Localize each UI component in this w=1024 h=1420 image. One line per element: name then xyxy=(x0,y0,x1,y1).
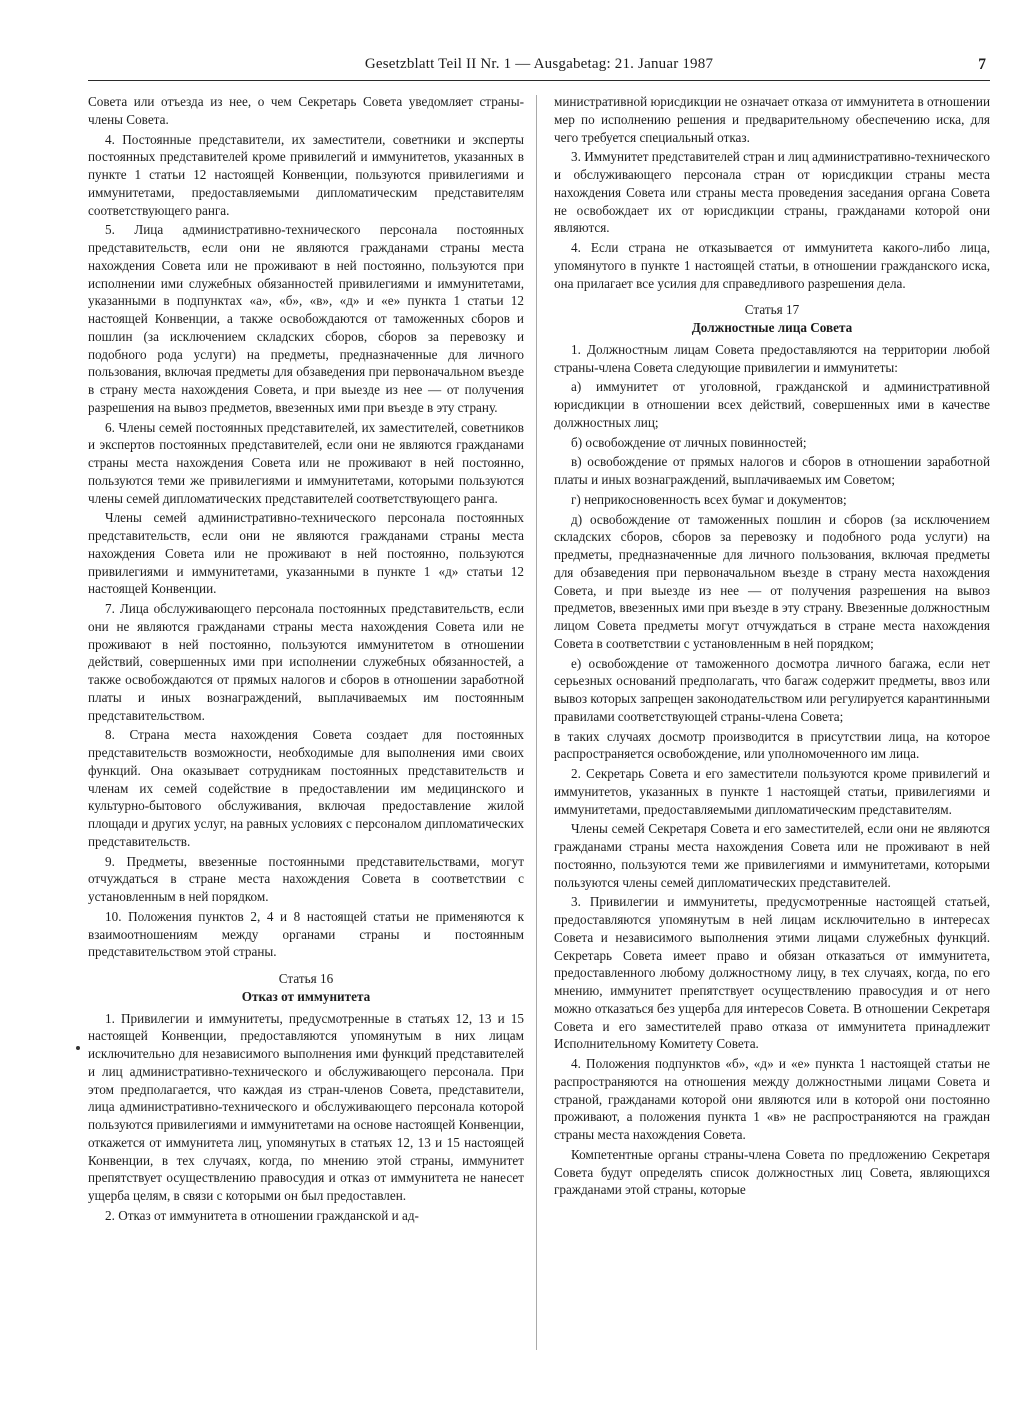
paragraph: 3. Иммунитет представителей стран и лиц административно-технического и обслуживающего персонала стран от юрисдикции страны места нахождения Совета или страны места проведения заседания органа Совета не освобождает их от юрисдикции страны, гражданами которой они являются. xyxy=(554,149,990,236)
list-item: б) освобождение от личных повинностей; xyxy=(571,434,807,450)
article-number: Статья 17 xyxy=(744,302,800,318)
paragraph: 4. Постоянные представители, их заместители, советники и эксперты постоянных представителей кроме привилегий и иммунитетов, указанных в пункте 1 статьи 12 настоящей Конвенции, пользуются привилегиями и иммунитетами, предоставляемыми дипломатическим представителям соответствующего ранга. xyxy=(88,131,524,218)
paragraph: 6. Члены семей постоянных представителей, их заместителей, советников и экспертов постоянных представителей, если они не являются гражданами страны места нахождения Совета или не проживают в ней постоянно, пользуются теми же привилегиями и иммунитетами, которыми пользуются члены семей дипломатических представителей соответствующего ранга. xyxy=(88,419,524,506)
paragraph: 9. Предметы, ввезенные постоянными представительствами, могут отчуждаться в стране места нахождения Совета в соответствии с установленным в ней порядком. xyxy=(88,853,524,904)
paragraph: 4. Если страна не отказывается от иммунитета какого-либо лица, упомянутого в пункте 1 настоящей статьи, в отношении гражданского иска, она прилагает все усилия для справедливого разрешения дела. xyxy=(554,240,990,291)
paragraph: Компетентные органы страны-члена Совета по предложению Секретаря Совета будут определять список должностных лиц Совета, являющихся гражданами этой страны, которые xyxy=(554,1146,990,1198)
page-number: 7 xyxy=(978,56,986,73)
list-item: д) освобождение от таможенных пошлин и сборов (за исключением складских сборов, сборов за перевозку и подобного рода услуги) на предметы, предназначенные для личного пользования, включая предметы для обзаведения при первоначальном въезде в страну места нахождения Совета, и при выезде из нее — от получения разрешения на вывоз предметов, ввезенных ими при въезде в эту страну. Ввезенные должностным лицом Совета предметы могут отчуждаться в стране места нахождения Совета в соответствии с установленным в ней порядком; xyxy=(554,511,990,651)
paragraph: 8. Страна места нахождения Совета создает для постоянных представительств возможности, необходимые для выполнения ими своих функций. Она оказывает сотрудникам постоянных представительств и членам их семей содействие в предоставлении им медицинского и культурно-бытового обслуживания, включая предоставление жилой площади и других услуг, на равных условиях с персоналом дипломатических представительств. xyxy=(88,727,524,849)
paragraph: 7. Лица обслуживающего персонала постоянных представительств, если они не являются гражданами страны места нахождения Совета или не проживают в ней постоянно, пользуются иммунитетом в отношении действий, совершенных ими при исполнении служебных обязанностей, а также освобождаются от прямых налогов и сборов в отношении заработной платы и иных вознаграждений, выплачиваемых им постоянным представительством. xyxy=(88,601,524,723)
running-header: Gesetzblatt Teil II Nr. 1 — Ausgabetag: 21. Januar 1987 xyxy=(364,56,714,72)
paragraph: Совета или отъезда из нее, о чем Секретарь Совета уведомляет страны-члены Совета. xyxy=(88,94,524,127)
text-columns xyxy=(88,93,990,1363)
article-title: Отказ от иммунитета xyxy=(241,988,371,1004)
paragraph: Члены семей Секретаря Совета и его заместителей, если они не являются гражданами страны места нахождения Совета или не проживают в ней постоянно, пользуются теми же привилегиями и иммунитетами, которыми пользуются члены семей дипломатических представителей. xyxy=(554,821,990,890)
paragraph: 5. Лица административно-технического персонала постоянных представительств, если они не являются гражданами страны места нахождения Совета или не проживают в ней постоянно, пользуются при исполнении ими служебных обязанностей привилегиями и иммунитетами, указанными в подпунктах «а», «б», «в», «д» и «е» пункта 1 статьи 12 настоящей Конвенции, а также освобождаются от таможенных сборов и пошлин (за исключением складских сборов, сборов за перевозку и подобного рода услуги) на предметы, предназначенные для личного пользования, включая предметы для обзаведения при первоначальном въезде в страну места нахождения Совета, и при выезде из нее — от получения разрешения на вывоз предметов, ввезенных ими при въезде в эту страну. xyxy=(88,222,524,415)
header-rule xyxy=(88,80,990,81)
article-number: Статья 16 xyxy=(278,971,334,986)
right-column xyxy=(554,93,990,1363)
paragraph: 1. Привилегии и иммунитеты, предусмотренные в статьях 12, 13 и 15 настоящей Конвенции, предоставляются упомянутым в них лицам исключительно для независимого выполнения ими функций представителей и лиц административно-технического и обслуживающего персонала. При этом предполагается, что каждая из стран-членов Совета, представители, лица административно-технического и обслуживающего персонала которой пользуются привилегиями и иммунитетами на основе настоящей Конвенции, откажется от иммунитета лиц, упомянутых в статьях 12, 13 и 15 настоящей Конвенции, в тех случаях, когда, по мнению этой страны, иммунитет препятствует осуществлению правосудия и отказ от иммунитета не нанесет ущерба целям, в связи с которыми он был предоставлен. xyxy=(88,1010,524,1203)
margin-mark xyxy=(76,1046,80,1050)
paragraph: 10. Положения пунктов 2, 4 и 8 настоящей статьи не применяются к взаимоотношениям между органами страны и постоянным представительством этой страны. xyxy=(88,908,524,960)
paragraph: 2. Отказ от иммунитета в отношении гражданской и ад- xyxy=(105,1207,419,1223)
paragraph: министративной юрисдикции не означает отказа от иммунитета в отношении мер по исполнению решения и предварительному обеспечению иска, для чего требуется специальный отказ. xyxy=(554,94,990,145)
paragraph: 4. Положения подпунктов «б», «д» и «е» пункта 1 настоящей статьи не распространяются на отношения между должностными лицами Совета и страной, гражданами которой они являются или в которой они постоянно проживают, а положения пункта 1 «в» не распространяются на граждан страны места нахождения Совета. xyxy=(554,1056,990,1142)
paragraph: 2. Секретарь Совета и его заместители пользуются кроме привилегий и иммунитетов, указанных в пункте 1 настоящей статьи, привилегиями и иммунитетами, предоставляемыми дипломатическим представителям. xyxy=(554,766,990,817)
left-column xyxy=(88,93,524,1355)
article-title: Должностные лица Совета xyxy=(691,320,853,335)
list-item: а) иммунитет от уголовной, гражданской и административной юрисдикции в отношении всех действий, совершенных ими в качестве должностных лиц; xyxy=(554,379,990,430)
list-item: г) неприкосновенность всех бумаг и документов; xyxy=(571,491,847,507)
paragraph: 3. Привилегии и иммунитеты, предусмотренные настоящей статьей, предоставляются упомянутым в ней лицам исключительно в интересах Совета и независимого выполнения этими лицами служебных функций. Секретарь Совета имеет право и обязан отказаться от иммунитета, предоставленного любому должностному лицу, в тех случаях, когда, по его мнению, иммунитет препятствует осуществлению правосудия и от него можно отказаться без ущерба для интересов Совета. В отношении Секретаря Совета и его заместителей право отказа от иммунитета принадлежит Исполнительному Комитету Совета. xyxy=(554,894,990,1052)
paragraph: 1. Должностным лицам Совета предоставляются на территории любой страны-члена Совета следующие привилегии и иммунитеты: xyxy=(554,341,990,375)
paragraph: Члены семей административно-технического персонала постоянных представительств, если они не являются гражданами страны места нахождения Совета или не проживают в ней постоянно, пользуются привилегиями и иммунитетами, указанными в пункте 1 «д» статьи 12 настоящей Конвенции. xyxy=(88,510,524,597)
list-item: е) освобождение от таможенного досмотра личного багажа, если нет серьезных оснований предполагать, что багаж содержит предметы, ввоз или вывоз которых запрещен законодательством или регулируется карантинными правилами соответствующей страны-члена Совета; xyxy=(554,655,990,724)
list-item: в) освобождение от прямых налогов и сборов в отношении заработной платы и иных вознаграждений, выплачиваемых им Советом; xyxy=(554,454,990,487)
paragraph: в таких случаях досмотр производится в присутствии лица, на которое распространяется освобождение, или уполномоченного им лица. xyxy=(554,728,990,762)
